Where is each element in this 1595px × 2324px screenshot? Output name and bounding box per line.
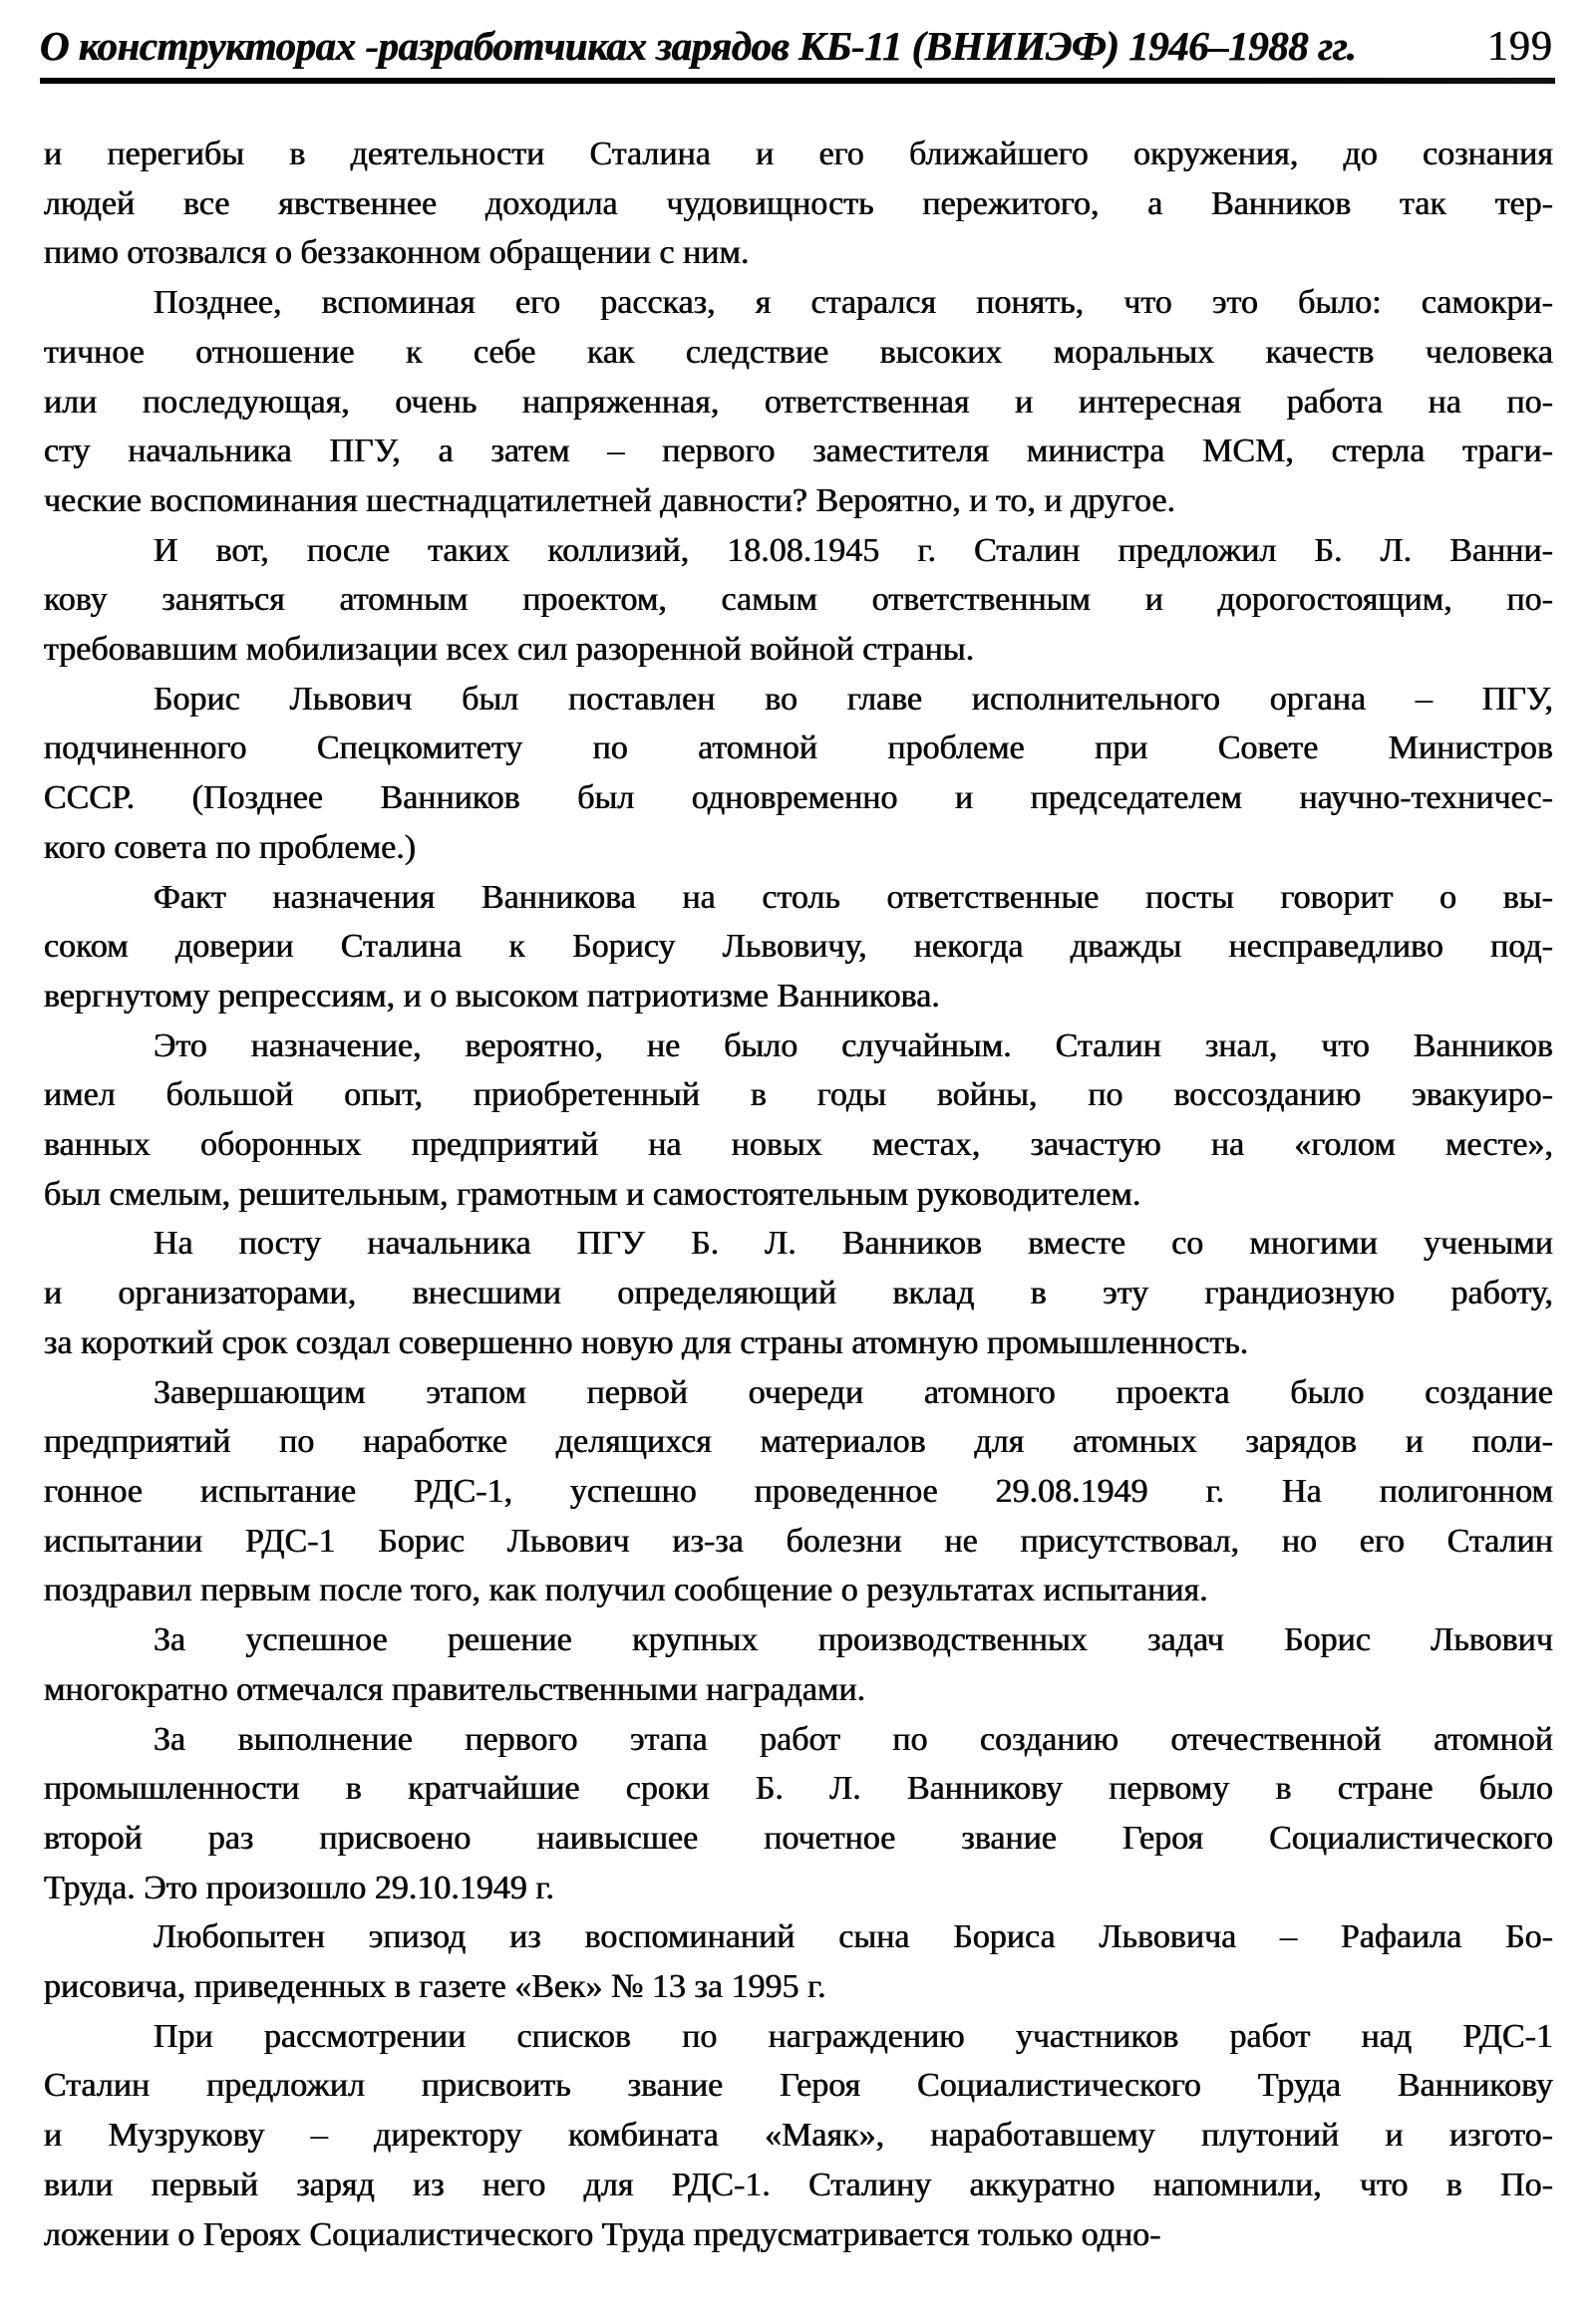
paragraph: [44, 278, 1553, 526]
paragraph: [44, 873, 1553, 1021]
text-line: и Музрукову – директору комбината «Маяк», наработавшему плутоний и изгото-: [44, 2117, 1553, 2155]
text-line: и организаторами, внесшими определяющий вклад в эту грандиозную работу,: [44, 1275, 1553, 1312]
paragraph: [44, 526, 1553, 675]
text-line: гонное испытание РДС-1, успешно проведенное 29.08.1949 г. На полигонном: [44, 1472, 1553, 1510]
text-line: или последующая, очень напряженная, ответственная и интересная работа на по-: [44, 383, 1553, 421]
text-line: промышленности в кратчайшие сроки Б. Л. Ванникову первому в стране было: [44, 1770, 1553, 1808]
text-line: На посту начальника ПГУ Б. Л. Ванников вместе со многими учеными: [154, 1225, 1553, 1263]
text-line: Борис Львович был поставлен во главе исполнительного органа – ПГУ,: [154, 680, 1553, 718]
text-line: ческие воспоминания шестнадцатилетней давности? Вероятно, и то, и другое.: [44, 481, 1176, 519]
text-line: второй раз присвоено наивысшее почетное звание Героя Социалистического: [44, 1819, 1553, 1857]
text-line: За успешное решение крупных производственных задач Борис Львович: [154, 1621, 1553, 1659]
text-line: Позднее, вспоминая его рассказ, я старался понять, что это было: самокри-: [154, 284, 1553, 322]
text-line: кову заняться атомным проектом, самым ответственным и дорогостоящим, по-: [44, 581, 1553, 619]
page-body: [44, 130, 1553, 2259]
text-line: поздравил первым после того, как получил сообщение о результатах испытания.: [44, 1572, 1208, 1609]
text-line: кого совета по проблеме.): [44, 828, 417, 866]
text-line: рисовича, приведенных в газете «Век» № 13 за 1995 г.: [44, 1968, 826, 2006]
page-number: 199: [1487, 24, 1553, 70]
text-line: соком доверии Сталина к Борису Львовичу, некогда дважды несправедливо под-: [44, 928, 1553, 966]
text-line: При рассмотрении списков по награждению участников работ над РДС-1: [154, 2017, 1553, 2055]
text-line: подчиненного Спецкомитету по атомной проблеме при Совете Министров: [44, 729, 1553, 767]
text-line: людей все явственнее доходила чудовищность пережитого, а Ванников так тер-: [44, 184, 1553, 222]
text-line: предприятий по наработке делящихся материалов для атомных зарядов и поли-: [44, 1423, 1553, 1461]
paragraph: [44, 1912, 1553, 2011]
paragraph: [44, 130, 1553, 278]
paragraph: [44, 2012, 1553, 2260]
text-line: Сталин предложил присвоить звание Героя Социалистического Труда Ванникову: [44, 2067, 1553, 2105]
text-line: Труда. Это произошло 29.10.1949 г.: [44, 1869, 555, 1906]
paragraph: [44, 1715, 1553, 1913]
text-line: Факт назначения Ванникова на столь ответственные посты говорит о вы-: [154, 878, 1553, 916]
text-line: имел большой опыт, приобретенный в годы войны, по воссозданию эвакуиро-: [44, 1076, 1553, 1114]
text-line: и перегибы в деятельности Сталина и его ближайшего окружения, до сознания: [44, 136, 1553, 172]
text-line: ложении о Героях Социалистического Труда предусматривается только одно-: [44, 2215, 1161, 2253]
text-line: требовавшим мобилизации всех сил разоренной войной страны.: [44, 631, 975, 669]
text-line: СССР. (Позднее Ванников был одновременно и председателем научно-техничес-: [44, 779, 1553, 817]
text-line: Любопытен эпизод из воспоминаний сына Бориса Львовича – Рафаила Бо-: [154, 1918, 1553, 1956]
text-line: За выполнение первого этапа работ по созданию отечественной атомной: [154, 1720, 1553, 1758]
header-rule: [40, 78, 1555, 84]
text-line: был смелым, решительным, грамотным и самостоятельным руководителем.: [44, 1175, 1141, 1213]
paragraph: [44, 1021, 1553, 1220]
text-line: Это назначение, вероятно, не было случайным. Сталин знал, что Ванников: [154, 1026, 1553, 1064]
paragraph: [44, 1219, 1553, 1367]
paragraph: [44, 675, 1553, 873]
page-header: [40, 22, 1553, 71]
text-line: вергнутому репрессиям, и о высоком патриотизме Ванникова.: [44, 977, 940, 1015]
text-line: тичное отношение к себе как следствие высоких моральных качеств человека: [44, 333, 1553, 371]
text-line: многократно отмечался правительственными наградами.: [44, 1670, 866, 1708]
text-line: ванных оборонных предприятий на новых местах, зачастую на «голом месте»,: [44, 1126, 1553, 1164]
paragraph: [44, 1368, 1553, 1616]
text-line: вили первый заряд из него для РДС-1. Сталину аккуратно напомнили, что в По-: [44, 2166, 1553, 2203]
text-line: пимо отозвался о беззаконном обращении с ним.: [44, 234, 750, 272]
running-title: О конструкторах -разработчиках зарядов КБ-11 (ВНИИЭФ) 1946–1988 гг.: [40, 23, 1357, 69]
text-line: за короткий срок создал совершенно новую для страны атомную промышленность.: [44, 1323, 1249, 1361]
text-line: испытании РДС-1 Борис Львович из-за болезни не присутствовал, но его Сталин: [44, 1522, 1553, 1560]
text-line: Завершающим этапом первой очереди атомного проекта было создание: [154, 1373, 1553, 1411]
paragraph: [44, 1615, 1553, 1714]
text-line: И вот, после таких коллизий, 18.08.1945 г. Сталин предложил Б. Л. Ванни-: [154, 531, 1553, 569]
text-line: сту начальника ПГУ, а затем – первого заместителя министра МСМ, стерла траги-: [44, 433, 1553, 470]
